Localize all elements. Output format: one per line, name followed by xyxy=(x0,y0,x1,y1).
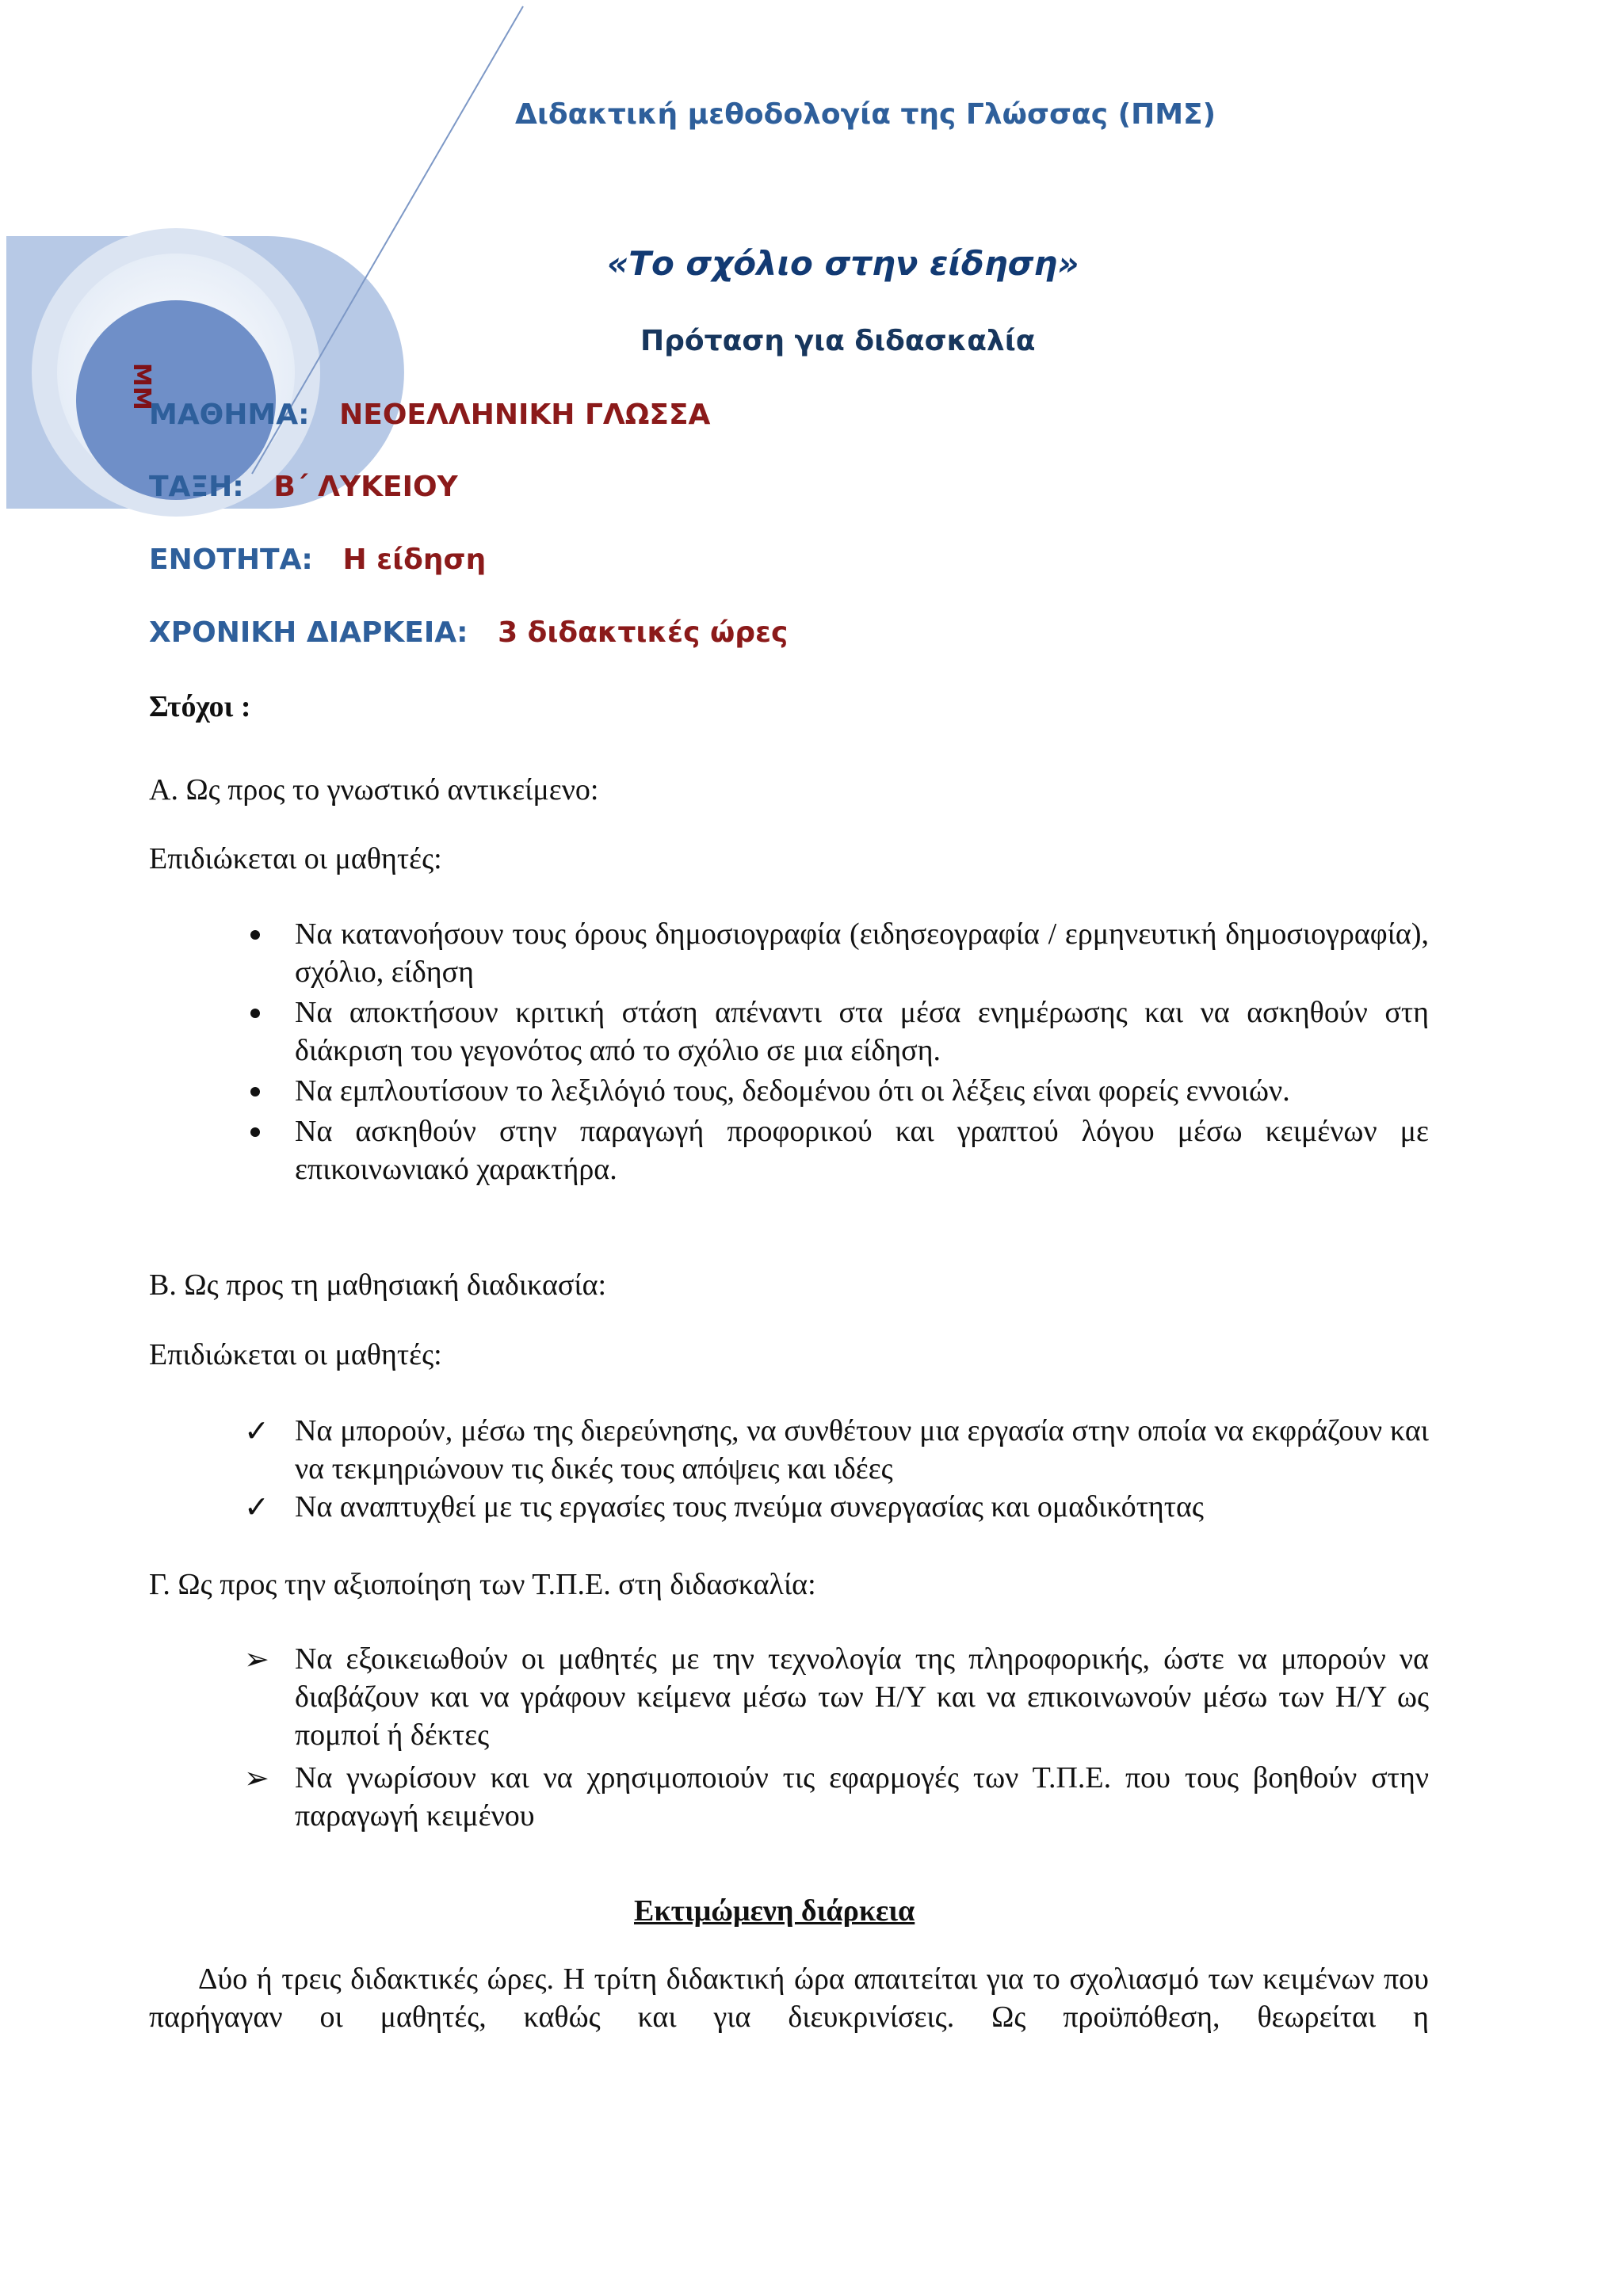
meta-unit-key: ΕΝΟΤΗΤΑ: xyxy=(149,543,313,576)
section-a-intro: Επιδιώκεται οι μαθητές: xyxy=(149,842,442,875)
meta-duration xyxy=(149,616,788,649)
meta-duration-value: 3 διδακτικές ώρες xyxy=(498,616,789,649)
meta-subject-value: ΝΕΟΕΛΛΗΝΙΚΗ ΓΛΩΣΣΑ xyxy=(339,399,711,431)
section-g-title: Γ. Ως προς την αξιοποίηση των Τ.Π.Ε. στη διδασκαλία: xyxy=(149,1568,816,1601)
bullet-icon xyxy=(250,1127,260,1137)
section-a-title: Α. Ως προς το γνωστικό αντικείμενο: xyxy=(149,773,599,807)
list-item: ➢ Να γνωρίσουν και να χρησιμοποιούν τις εφαρμογές των Τ.Π.Ε. που τους βοηθούν στην παραγωγή κειμένου xyxy=(244,1760,1429,1833)
list-item: ➢ Να εξοικειωθούν οι μαθητές με την τεχνολογία της πληροφορικής, ώστε να μπορούν να διαβάζουν και να γράφουν κείμενα μέσω των Η/Υ και να επικοινωνούν μέσω των Η/Υ ως πομποί ή δέκτες xyxy=(244,1642,1429,1752)
meta-subject-key: ΜΑΘΗΜΑ: xyxy=(149,399,310,431)
arrow-bullet-icon: ➢ xyxy=(244,1642,269,1676)
checkmark-icon: ✓ xyxy=(244,1489,269,1524)
list-item: ✓ Να αναπτυχθεί με τις εργασίες τους πνεύμα συνεργασίας και ομαδικότητας xyxy=(244,1489,1204,1524)
meta-class-value: Β΄ ΛΥΚΕΙΟΥ xyxy=(273,471,458,503)
estimated-duration-heading: Εκτιμώμενη διάρκεια xyxy=(634,1894,915,1928)
list-item: ✓ Να μπορούν, μέσω της διερεύνησης, να συνθέτουν μια εργασία στην οποία να εκφράζουν και να τεκμηριώνουν τις δικές τους απόψεις και ιδέες xyxy=(244,1413,1429,1486)
section-b-list xyxy=(244,1412,1429,1526)
meta-subject xyxy=(149,399,710,431)
bullet-icon xyxy=(250,930,260,940)
meta-unit-value: Η είδηση xyxy=(342,543,487,576)
list-item: Να κατανοήσουν τους όρους δημοσιογραφία (ειδησεογραφία / ερμηνευτική δημοσιογραφία), σχόλιο, είδηση xyxy=(244,915,1429,991)
section-g-list xyxy=(244,1640,1429,1835)
section-b-title: Β. Ως προς τη μαθησιακή διαδικασία: xyxy=(149,1268,607,1302)
estimated-duration-paragraph: Δύο ή τρεις διδακτικές ώρες. Η τρίτη διδακτική ώρα απαιτείται για το σχολιασμό των κειμένων που παρήγαγαν οι μαθητές, καθώς και για διευκρινίσεις. Ως προϋπόθεση, θεωρείται η xyxy=(149,1962,1429,2034)
list-item: Να αποκτήσουν κριτική στάση απέναντι στα μέσα ενημέρωσης και να ασκηθούν στη διάκριση του γεγονότος από το σχόλιο σε μια είδηση. xyxy=(244,994,1429,1070)
side-label: ΜΜ xyxy=(128,363,155,410)
section-a-list xyxy=(244,915,1429,1191)
list-item: Να ασκηθούν στην παραγωγή προφορικού και γραπτού λόγου μέσω κειμένων με επικοινωνιακό χαρακτήρα. xyxy=(244,1112,1429,1188)
meta-duration-key: ΧΡΟΝΙΚΗ ΔΙΑΡΚΕΙΑ: xyxy=(149,616,468,649)
bullet-icon xyxy=(250,1009,260,1018)
meta-unit xyxy=(149,543,486,576)
document-title: «Το σχόλιο στην είδηση» xyxy=(607,244,1079,283)
document-subtitle: Πρόταση για διδασκαλία xyxy=(640,325,1036,357)
arrow-bullet-icon: ➢ xyxy=(244,1760,269,1795)
goals-heading: Στόχοι : xyxy=(149,690,251,723)
bullet-icon xyxy=(250,1087,260,1097)
list-item: Να εμπλουτίσουν το λεξιλόγιό τους, δεδομένου ότι οι λέξεις είναι φορείς εννοιών. xyxy=(244,1072,1429,1110)
section-b-intro: Επιδιώκεται οι μαθητές: xyxy=(149,1338,442,1371)
course-header: Διδακτική μεθοδολογία της Γλώσσας (ΠΜΣ) xyxy=(515,98,1216,131)
meta-class xyxy=(149,471,458,503)
checkmark-icon: ✓ xyxy=(244,1413,269,1448)
meta-class-key: ΤΑΞΗ: xyxy=(149,471,244,503)
